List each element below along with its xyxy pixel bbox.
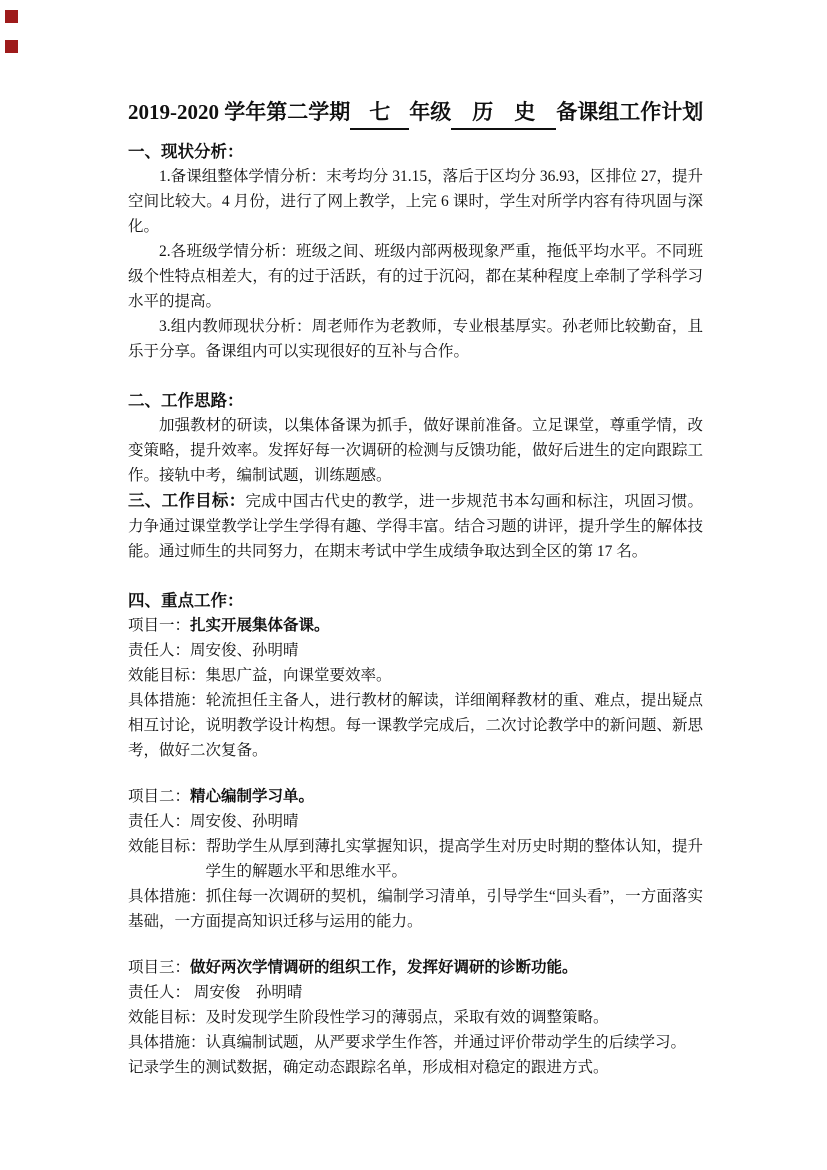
- section-heading-analysis: 一、现状分析：: [128, 142, 244, 161]
- title-prefix: 2019-2020 学年第二学期: [128, 100, 351, 124]
- project-3-title: [128, 955, 703, 980]
- title-grade: 七: [369, 100, 391, 124]
- project-3-label: 项目三：: [128, 959, 191, 976]
- project-1-goal: 效能目标：集思广益，向课堂要效率。: [128, 667, 392, 684]
- project-3: [128, 955, 703, 1080]
- document-body: [128, 97, 703, 1080]
- title-blank-grade: [350, 97, 409, 130]
- project-1-label: 项目一：: [128, 617, 191, 634]
- approach-paragraph: 加强教材的研读，以集体备课为抓手，做好课前准备。立足课堂，尊重学情，改变策略，提升效率。发挥好每一次调研的检测与反馈功能，做好后进生的定向跟踪工作。接轨中考，编制试题，训练题感。: [128, 417, 703, 484]
- project-2-label: 项目二：: [128, 788, 191, 805]
- project-3-title-text: 做好两次学情调研的组织工作，发挥好调研的诊断功能。: [190, 959, 578, 976]
- project-2-measures: 具体措施：抓住每一次调研的契机，编制学习清单，引导学生“回头看”，一方面落实基础，一方面提高知识迁移与运用的能力。: [128, 888, 703, 930]
- project-1: [128, 613, 703, 763]
- project-2-owner: 责任人：周安俊、孙明晴: [128, 813, 299, 830]
- project-2: [128, 784, 703, 934]
- section-heading-goals: 三、工作目标：: [128, 491, 246, 510]
- project-2-goal: 效能目标：帮助学生从厚到薄扎实掌握知识，提高学生对历史时期的整体认知，提升学生的解题水平和思维水平。: [128, 838, 703, 880]
- title-suffix: 备课组工作计划: [556, 100, 704, 124]
- section-heading-approach: 二、工作思路：: [128, 391, 244, 410]
- title-subject: 历 史: [472, 100, 536, 124]
- project-1-title: [128, 613, 703, 638]
- title-blank-subject: [451, 97, 556, 130]
- red-square-mark-top: [5, 10, 18, 23]
- red-square-mark-bottom: [5, 40, 18, 53]
- project-2-title-text: 精心编制学习单。: [190, 788, 315, 805]
- analysis-paragraph-2: 2.各班级学情分析：班级之间、班级内部两极现象严重，拖低平均水平。不同班级个性特点相差大，有的过于活跃，有的过于沉闷，都在某种程度上牵制了学科学习水平的提高。: [128, 243, 703, 310]
- analysis-paragraph-3: 3.组内教师现状分析：周老师作为老教师，专业根基厚实。孙老师比较勤奋，且乐于分享。备课组内可以实现很好的互补与合作。: [128, 318, 703, 360]
- project-2-title: [128, 784, 703, 809]
- project-1-title-text: 扎实开展集体备课。: [190, 617, 330, 634]
- project-1-owner: 责任人：周安俊、孙明晴: [128, 642, 299, 659]
- section-heading-key-work: 四、重点工作：: [128, 591, 244, 610]
- project-3-owner: 责任人： 周安俊 孙明晴: [128, 984, 303, 1001]
- project-3-measures: 具体措施：认真编制试题，从严要求学生作答，并通过评价带动学生的后续学习。: [128, 1034, 687, 1051]
- goals-paragraph: [128, 488, 703, 564]
- project-1-measures: 具体措施：轮流担任主备人，进行教材的解读，详细阐释教材的重、难点，提出疑点相互讨论，说明教学设计构想。每一课教学完成后，二次讨论教学中的新问题、新思考，做好二次复备。: [128, 692, 703, 759]
- goals-text: 完成中国古代史的教学，进一步规范书本勾画和标注，巩固习惯。力争通过课堂教学让学生学得有趣、学得丰富。结合习题的讲评，提升学生的解体技能。通过师生的共同努力，在期末考试中学生成绩争取达到全区的第 17 名。: [128, 493, 703, 560]
- analysis-paragraph-1: 1.备课组整体学情分析：末考均分 31.15，落后于区均分 36.93，区排位 27，提升空间比较大。4 月份，进行了网上教学，上完 6 课时，学生对所学内容有待巩固与深化。: [128, 168, 703, 235]
- project-3-measures-continued: 记录学生的测试数据，确定动态跟踪名单，形成相对稳定的跟进方式。: [128, 1059, 609, 1076]
- page-title: [128, 97, 703, 130]
- project-3-goal: 效能目标：及时发现学生阶段性学习的薄弱点，采取有效的调整策略。: [128, 1009, 609, 1026]
- title-middle: 年级: [409, 100, 452, 124]
